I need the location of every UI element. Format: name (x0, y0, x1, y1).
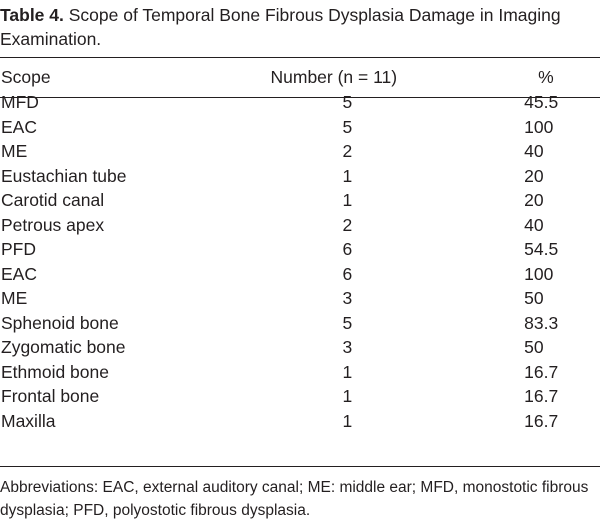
header-scope: Scope (1, 67, 51, 87)
cell-percent: 100 (524, 116, 554, 137)
cell-percent: 50 (524, 288, 544, 308)
cell-scope: Carotid canal (1, 190, 105, 210)
table-caption-label: Table 4. (0, 5, 64, 25)
table-body (0, 90, 600, 433)
cell-scope: EAC (1, 116, 37, 137)
table-row (0, 335, 600, 360)
table-row (0, 139, 600, 164)
table-header (0, 65, 600, 90)
cell-scope: Frontal bone (1, 386, 100, 406)
table-row (0, 384, 600, 409)
header-rule (0, 97, 600, 98)
cell-number: 1 (342, 361, 353, 382)
cell-percent: 20 (524, 165, 544, 186)
cell-percent: 100 (524, 263, 554, 284)
table-row (0, 262, 600, 287)
cell-number: 2 (342, 141, 353, 161)
cell-percent: 16.7 (524, 410, 559, 431)
header-row (0, 65, 600, 90)
cell-percent: 16.7 (524, 361, 559, 382)
cell-scope: PFD (1, 239, 36, 259)
table-row (0, 409, 600, 434)
table-caption (0, 3, 596, 51)
cell-number: 6 (342, 239, 353, 259)
header-number: Number (n = 11) (270, 67, 398, 87)
table-row (0, 286, 600, 311)
cell-number: 5 (342, 92, 353, 112)
cell-number: 5 (342, 116, 353, 137)
table-row (0, 237, 600, 262)
cell-number: 1 (342, 410, 353, 431)
cell-percent: 40 (524, 141, 544, 161)
cell-scope: MFD (1, 92, 39, 112)
cell-scope: EAC (1, 263, 37, 284)
cell-percent: 16.7 (524, 386, 559, 406)
cell-scope: Sphenoid bone (1, 312, 119, 333)
table-row (0, 164, 600, 189)
cell-percent: 40 (524, 214, 544, 235)
cell-percent: 20 (524, 190, 544, 210)
cell-percent: 54.5 (524, 239, 559, 259)
cell-number: 5 (342, 312, 353, 333)
cell-number: 1 (342, 386, 353, 406)
cell-scope: Ethmoid bone (1, 361, 109, 382)
cell-percent: 83.3 (524, 312, 559, 333)
table-row (0, 360, 600, 385)
cell-scope: Maxilla (1, 410, 56, 431)
cell-scope: ME (1, 288, 28, 308)
cell-percent: 45.5 (524, 92, 559, 112)
cell-percent: 50 (524, 337, 544, 357)
cell-number: 2 (342, 214, 353, 235)
table-row (0, 213, 600, 238)
cell-number: 1 (342, 190, 353, 210)
cell-scope: Eustachian tube (1, 165, 127, 186)
cell-number: 6 (342, 263, 353, 284)
table-caption-text: Scope of Temporal Bone Fibrous Dysplasia Damage in Imaging Examination. (0, 5, 561, 49)
cell-number: 3 (342, 288, 353, 308)
table-row (0, 90, 600, 115)
header-percent: % (538, 67, 554, 87)
cell-scope: ME (1, 141, 28, 161)
top-rule (0, 57, 600, 58)
cell-number: 1 (342, 165, 353, 186)
table-row (0, 115, 600, 140)
cell-scope: Petrous apex (1, 214, 105, 235)
table-footnote: Abbreviations: EAC, external auditory canal; ME: middle ear; MFD, monostotic fibrous dysplasia; PFD, polyostotic fibrous dysplasia. (0, 479, 589, 519)
cell-number: 3 (342, 337, 353, 357)
bottom-rule (0, 466, 600, 467)
data-table (0, 65, 600, 433)
table-row (0, 311, 600, 336)
cell-scope: Zygomatic bone (1, 337, 126, 357)
table-row (0, 188, 600, 213)
